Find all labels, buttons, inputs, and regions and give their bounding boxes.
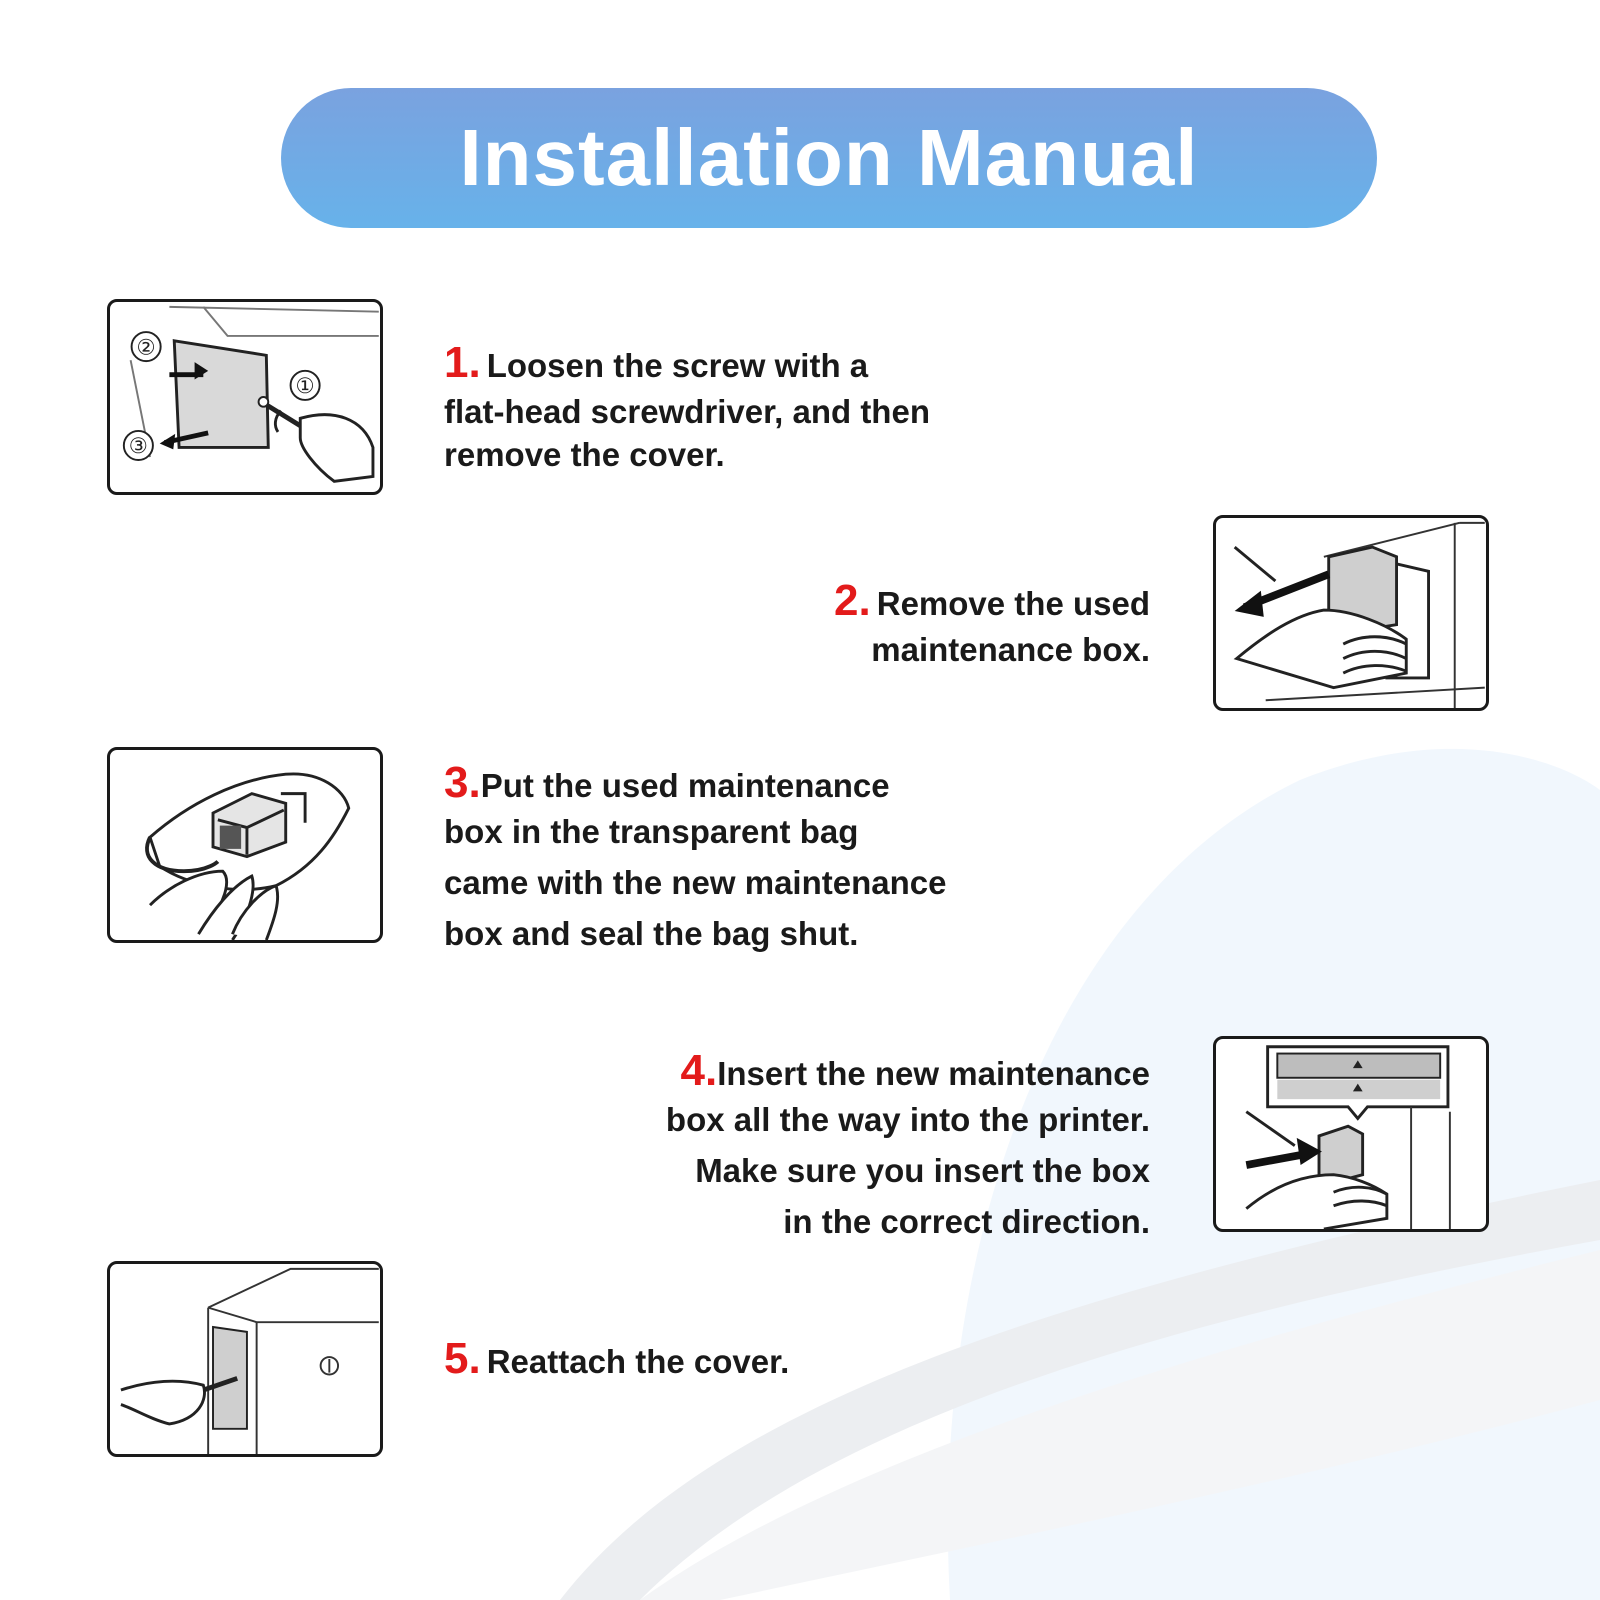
step-4-line-1-text: Insert the new maintenance: [717, 1055, 1150, 1092]
step-2-text: [834, 572, 1150, 672]
step-4-line-4: in the correct direction.: [783, 1202, 1150, 1240]
step-3-illustration: [107, 747, 383, 943]
step-5-text: [444, 1330, 789, 1387]
step-1-callout-1: [291, 371, 320, 400]
bag-seal-icon: [110, 750, 380, 940]
step-2-number: 2.: [834, 576, 871, 625]
step-2-line-1-text: Remove the used: [876, 585, 1150, 622]
step-2-line-1: [834, 572, 1150, 629]
reattach-cover-icon: [110, 1264, 380, 1454]
title-banner: [281, 88, 1377, 228]
step-3-line-3: came with the new maintenance: [444, 864, 947, 902]
printer-cover-removal-icon: [110, 302, 380, 492]
callout-text: ②: [136, 335, 156, 361]
step-4-line-1: [666, 1042, 1150, 1099]
step-4-line-3: Make sure you insert the box: [695, 1152, 1150, 1190]
step-4-number: 4.: [680, 1046, 718, 1095]
step-1-line-2: flat-head screwdriver, and then: [444, 393, 930, 431]
step-1-line-1-text: Loosen the screw with a: [486, 347, 869, 384]
step-3-line-1: [444, 754, 946, 811]
step-1-number: 1.: [444, 338, 481, 387]
step-1-line-1: [444, 334, 930, 391]
step-2-illustration: [1213, 515, 1489, 711]
step-1-callout-2: [132, 332, 161, 361]
step-4-line-2: box all the way into the printer.: [665, 1101, 1150, 1139]
step-3-number: 3.: [444, 758, 481, 807]
step-1-callout-3: [124, 431, 153, 460]
step-4-text: [666, 1042, 1150, 1244]
step-3-text: [444, 754, 946, 956]
step-1-illustration: [107, 299, 383, 495]
step-1-text: [444, 334, 930, 477]
step-3-line-1-text: Put the used maintenance: [480, 767, 890, 804]
step-3-line-2: box in the transparent bag: [444, 813, 859, 851]
step-5-number: 5.: [444, 1334, 481, 1383]
callout-text: ③: [128, 434, 148, 460]
step-5-line-1-text: Reattach the cover.: [486, 1343, 790, 1380]
callout-text: ①: [295, 374, 315, 400]
insert-maintenance-box-icon: [1216, 1039, 1486, 1229]
step-4-illustration: [1213, 1036, 1489, 1232]
step-5-illustration: [107, 1261, 383, 1457]
step-5-line-1: [444, 1330, 789, 1387]
step-2-line-2: maintenance box.: [871, 631, 1150, 669]
remove-maintenance-box-icon: [1216, 518, 1486, 708]
step-3-line-4: box and seal the bag shut.: [444, 914, 859, 952]
page-title: Installation Manual: [459, 113, 1199, 202]
step-1-line-3: remove the cover.: [444, 436, 725, 474]
